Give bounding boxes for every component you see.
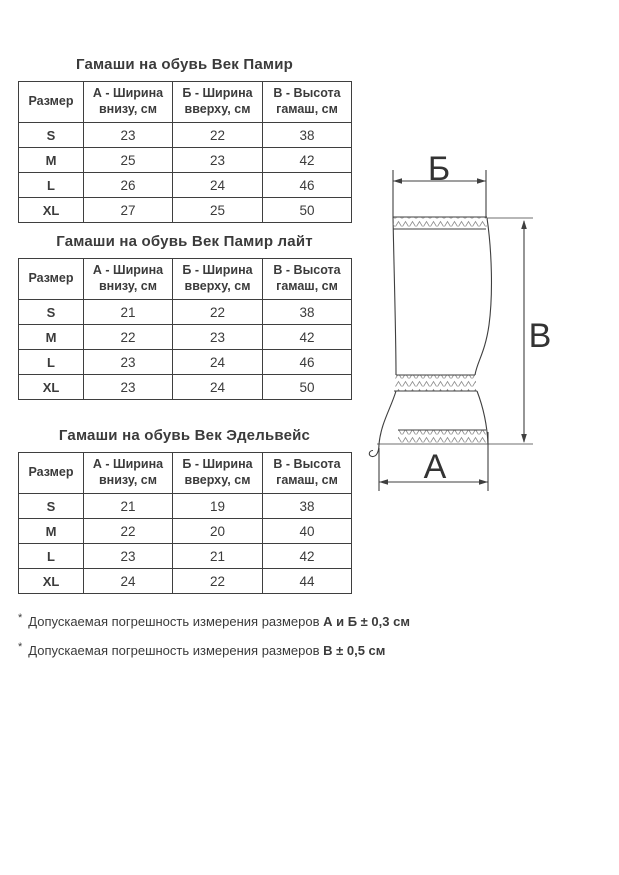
value-cell: 42 — [263, 148, 352, 173]
footnote-text: Допускаемая погрешность измерения размеров — [28, 643, 324, 658]
value-cell: 23 — [84, 375, 173, 400]
value-cell: 24 — [84, 569, 173, 594]
value-cell: 26 — [84, 173, 173, 198]
value-cell: 38 — [263, 300, 352, 325]
col-header-width-top: Б - Ширина вверху, см — [173, 453, 263, 494]
col-header-width-bottom: А - Ширина внизу, см — [84, 259, 173, 300]
value-cell: 22 — [173, 300, 263, 325]
col-header-height: В - Высота гамаш, см — [263, 82, 352, 123]
header-row — [19, 259, 352, 300]
header-row — [19, 453, 352, 494]
value-cell: 23 — [84, 544, 173, 569]
size-cell: L — [19, 350, 84, 375]
value-cell: 23 — [173, 325, 263, 350]
value-cell: 42 — [263, 544, 352, 569]
value-cell: 50 — [263, 198, 352, 223]
value-cell: 23 — [84, 350, 173, 375]
value-cell: 25 — [173, 198, 263, 223]
value-cell: 21 — [84, 494, 173, 519]
arrowhead-right — [477, 178, 486, 184]
value-cell: 25 — [84, 148, 173, 173]
table-row — [19, 569, 352, 594]
gaiter-right-edge — [475, 218, 491, 375]
col-header-width-bottom: А - Ширина внизу, см — [84, 453, 173, 494]
table-row — [19, 519, 352, 544]
footnote-tolerance-v — [18, 641, 385, 658]
value-cell: 50 — [263, 375, 352, 400]
lace-hook — [369, 444, 379, 457]
table-title-edelweiss: Гамаши на обувь Век Эдельвейс — [58, 427, 311, 444]
elastic-band-hatch-bottom — [398, 431, 486, 443]
size-cell: XL — [19, 569, 84, 594]
value-cell: 24 — [173, 350, 263, 375]
col-header-width-top: Б - Ширина вверху, см — [173, 259, 263, 300]
size-cell: M — [19, 148, 84, 173]
dimension-label-v: В — [528, 317, 552, 355]
size-cell: L — [19, 544, 84, 569]
table-title-pamir-light: Гамаши на обувь Век Памир лайт — [56, 233, 313, 250]
value-cell: 22 — [173, 123, 263, 148]
dimension-label-b: Б — [427, 150, 451, 188]
value-cell: 22 — [84, 519, 173, 544]
value-cell: 46 — [263, 173, 352, 198]
table-row — [19, 198, 352, 223]
col-header-height: В - Высота гамаш, см — [263, 259, 352, 300]
col-header-size: Размер — [19, 453, 84, 494]
value-cell: 27 — [84, 198, 173, 223]
table-row — [19, 325, 352, 350]
table-row — [19, 375, 352, 400]
table-title-pamir: Гамаши на обувь Век Памир — [76, 56, 293, 73]
size-cell: S — [19, 494, 84, 519]
table-section-pamir-light — [18, 233, 351, 400]
value-cell: 24 — [173, 375, 263, 400]
size-cell: XL — [19, 198, 84, 223]
arrowhead-left — [379, 479, 388, 485]
value-cell: 20 — [173, 519, 263, 544]
table-row — [19, 300, 352, 325]
arrowhead-right — [479, 479, 488, 485]
value-cell: 21 — [173, 544, 263, 569]
gaiter-left-edge-lower — [379, 391, 396, 444]
table-row — [19, 494, 352, 519]
value-cell: 23 — [84, 123, 173, 148]
arrowhead-up — [521, 220, 527, 229]
elastic-band-hatch-ankle — [395, 376, 476, 391]
value-cell: 38 — [263, 494, 352, 519]
size-table-pamir-light — [18, 258, 352, 400]
elastic-band-hatch-top — [393, 218, 487, 230]
header-row — [19, 82, 352, 123]
table-row — [19, 123, 352, 148]
col-header-height: В - Высота гамаш, см — [263, 453, 352, 494]
table-row — [19, 148, 352, 173]
value-cell: 44 — [263, 569, 352, 594]
footnote-text: Допускаемая погрешность измерения размеров — [28, 614, 324, 629]
size-cell: L — [19, 173, 84, 198]
gaiter-diagram — [360, 140, 619, 520]
footnote-bold-value: А и Б ± 0,3 см — [323, 614, 410, 629]
value-cell: 38 — [263, 123, 352, 148]
size-cell: XL — [19, 375, 84, 400]
table-section-edelweiss — [18, 427, 351, 594]
size-cell: M — [19, 325, 84, 350]
value-cell: 46 — [263, 350, 352, 375]
value-cell: 19 — [173, 494, 263, 519]
footnote-marker: * — [18, 612, 23, 624]
col-header-size: Размер — [19, 82, 84, 123]
size-cell: S — [19, 123, 84, 148]
value-cell: 42 — [263, 325, 352, 350]
table-row — [19, 350, 352, 375]
value-cell: 23 — [173, 148, 263, 173]
size-cell: S — [19, 300, 84, 325]
dimension-label-a: А — [423, 448, 447, 486]
value-cell: 22 — [84, 325, 173, 350]
col-header-width-top: Б - Ширина вверху, см — [173, 82, 263, 123]
footnote-tolerance-ab — [18, 612, 410, 629]
col-header-size: Размер — [19, 259, 84, 300]
value-cell: 24 — [173, 173, 263, 198]
table-section-pamir — [18, 56, 351, 223]
arrowhead-down — [521, 434, 527, 443]
table-row — [19, 173, 352, 198]
size-cell: M — [19, 519, 84, 544]
col-header-width-bottom: А - Ширина внизу, см — [84, 82, 173, 123]
value-cell: 21 — [84, 300, 173, 325]
footnote-marker: * — [18, 641, 23, 653]
table-row — [19, 544, 352, 569]
value-cell: 40 — [263, 519, 352, 544]
value-cell: 22 — [173, 569, 263, 594]
arrowhead-left — [393, 178, 402, 184]
size-table-edelweiss — [18, 452, 352, 594]
gaiter-left-edge — [393, 217, 396, 375]
footnote-bold-value: В ± 0,5 см — [323, 643, 386, 658]
size-table-pamir — [18, 81, 352, 223]
